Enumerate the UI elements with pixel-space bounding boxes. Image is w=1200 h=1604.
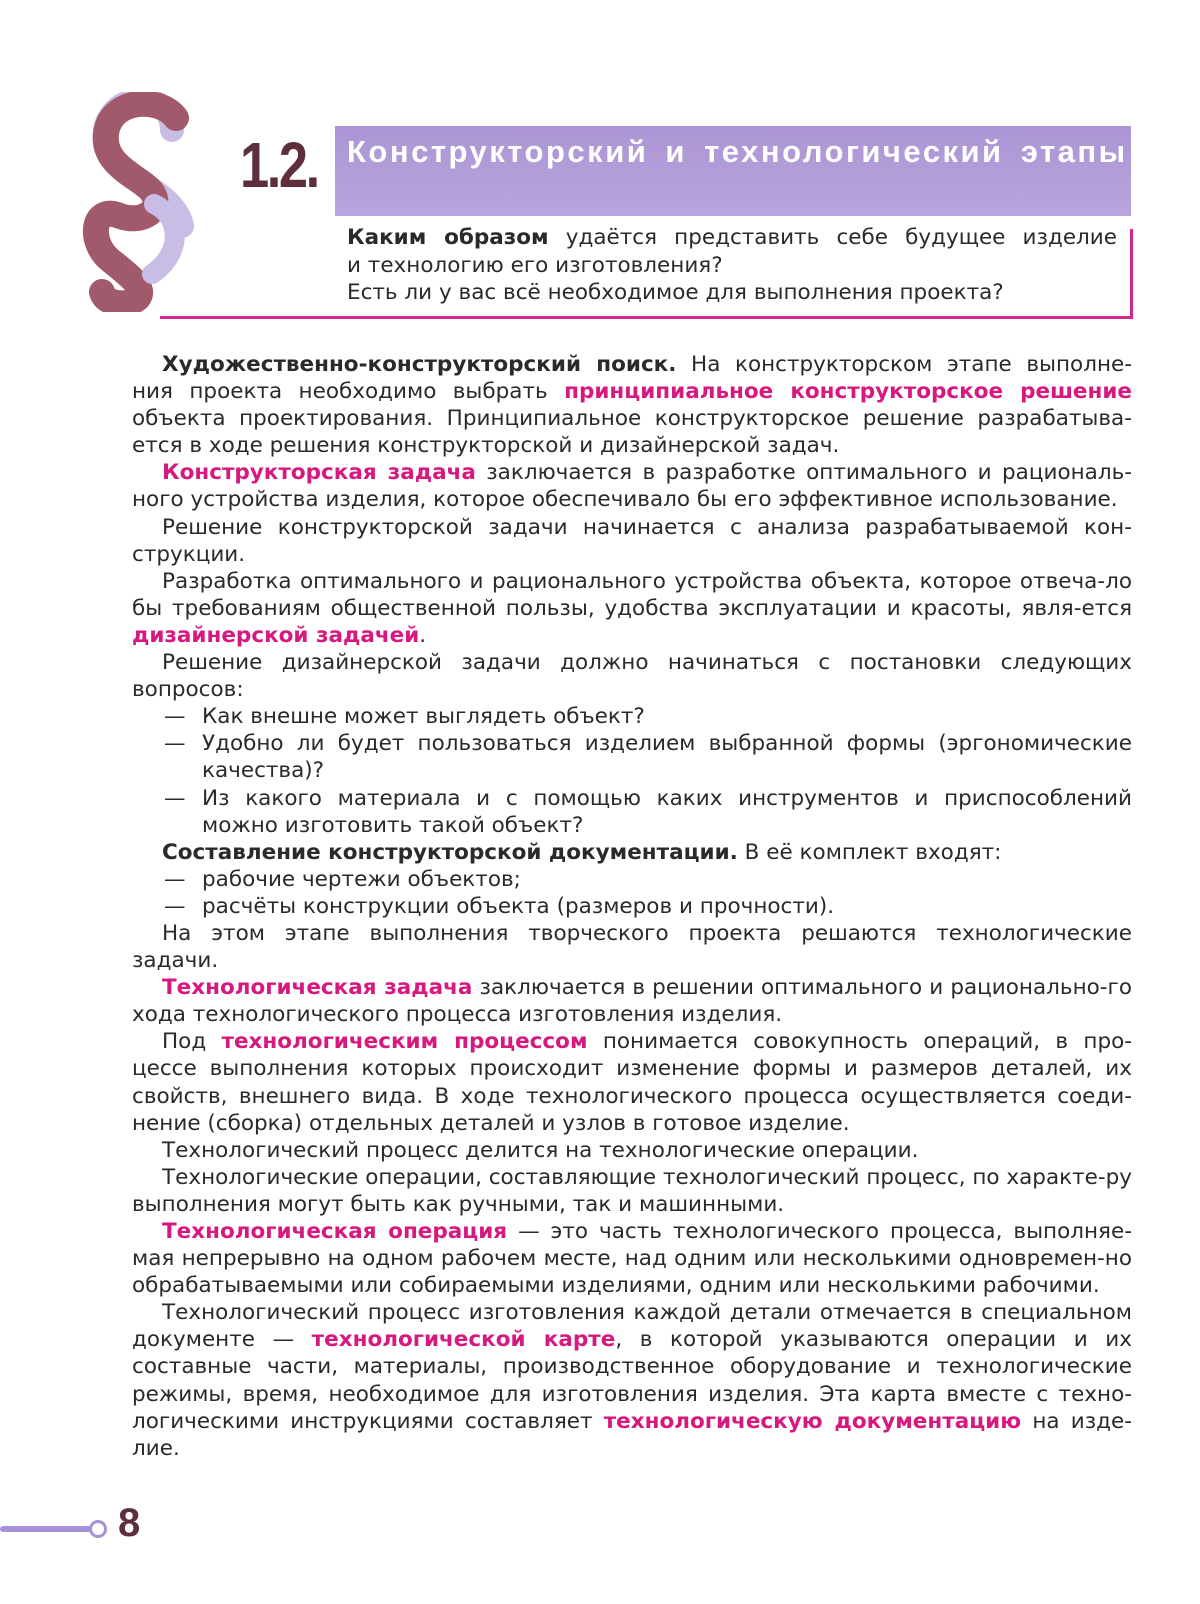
list-item	[132, 785, 1132, 839]
list-item	[132, 730, 1132, 784]
text-run: .	[419, 622, 427, 648]
questions-border-bottom	[160, 316, 1133, 319]
paragraph-6	[132, 839, 1132, 866]
text-run: объекта проектирования. Принципиальное конструкторское решение разрабатыва-ется в ходе решения конструкторской и дизайнерской задач.	[132, 406, 1132, 459]
list-item	[132, 866, 1132, 893]
paragraph-5: Решение дизайнерской задачи должно начинаться с постановки следующих вопросов:	[132, 650, 1132, 703]
keyword: Конструкторская задача	[162, 460, 476, 486]
text-run: заключается в решении оптимального и рационально-го хода технологического процесса изготовления изделия.	[132, 975, 1132, 1028]
footer-rule	[0, 1526, 92, 1532]
text-run: Разработка оптимального и рационального устройства объекта, которое отвеча-ло бы требованиям общественной пользы, удобства эксплуатации и красоты, явля-ется	[132, 568, 1132, 621]
paragraph-4	[132, 568, 1132, 649]
footer-dot-icon	[89, 1520, 107, 1538]
keyword: Технологическая задача	[162, 975, 473, 1001]
dash-marker: —	[164, 704, 186, 730]
section-number: 1.2.	[240, 129, 318, 201]
text-run: на изде-лие.	[132, 1408, 1132, 1461]
text-run: заключается в разработке оптимального и рациональ-ного устройства изделия, которое обеспечивало бы его эффективное использование.	[132, 460, 1132, 513]
term-bold: Составление конструкторской документации.	[162, 839, 738, 865]
page-number: 8	[118, 1501, 141, 1545]
paragraph-12	[132, 1218, 1132, 1299]
list-item-text: расчёты конструкции объекта (размеров и прочности).	[202, 893, 835, 919]
paragraph-10: Технологический процесс делится на технологические операции.	[162, 1137, 919, 1163]
question-line-1	[347, 224, 1117, 252]
term-bold: Художественно-конструкторский поиск.	[162, 352, 677, 377]
text-run: понимается совокупность операций, в про-цессе выполнения которых происходит изменение формы и размеров деталей, их свойств, внешнего вида. В ходе технологического процесса осуществляется соеди-нение (сборка) отдельных деталей и узлов в готовое изделие.	[132, 1029, 1132, 1136]
keyword: принципиальное конструкторское решение	[564, 379, 1132, 405]
list-item	[132, 893, 1132, 920]
dash-marker: —	[164, 893, 186, 919]
list-item-text: Как внешне может выглядеть объект?	[202, 704, 645, 730]
text-run: Под	[162, 1029, 222, 1055]
paragraph-9	[132, 1028, 1132, 1136]
dash-marker: —	[164, 866, 186, 892]
body-text	[132, 351, 1132, 1462]
guiding-questions	[347, 224, 1117, 307]
question-line-1-rest: удаётся представить себе будущее изделие	[548, 225, 1117, 250]
question-line-3: Есть ли у вас всё необходимое для выполнения проекта?	[347, 280, 1004, 305]
paragraph-1	[132, 351, 1132, 459]
dash-marker: —	[164, 785, 186, 811]
question-bold-lead: Каким образом	[347, 225, 549, 250]
keyword: технологическим процессом	[221, 1029, 588, 1055]
list-item-text: рабочие чертежи объектов;	[202, 866, 521, 892]
text-run: , в которой указываются операции и их составные части, материалы, производственное оборудование и технологические режимы, время, необходимое для изготовления изделия. Эта карта вместе с техно-логическими инструкциями составляет	[132, 1327, 1132, 1434]
text-run: В её комплект входят:	[737, 839, 1002, 865]
section-title: Конструкторский и технологический этапы	[347, 134, 1128, 169]
paragraph-3: Решение конструкторской задачи начинается с анализа разрабатываемой кон-струкции.	[132, 514, 1132, 567]
keyword: технологическую документацию	[603, 1408, 1022, 1434]
keyword: технологической карте	[311, 1327, 616, 1353]
text-run: На конструкторском этапе выполне-ния проекта необходимо выбрать	[132, 352, 1132, 405]
paragraph-11: Технологические операции, составляющие технологический процесс, по характе-ру выполнения могут быть как ручными, так и машинными.	[132, 1164, 1132, 1217]
keyword: дизайнерской задачей	[132, 622, 420, 648]
paragraph-13	[132, 1299, 1132, 1462]
list-item-text: Из какого материала и с помощью каких инструментов и приспособлений можно изготовить такой объект?	[202, 785, 1132, 838]
keyword: Технологическая операция	[162, 1219, 508, 1244]
paragraph-2	[132, 459, 1132, 513]
list-item	[132, 703, 1132, 730]
question-line-2: и технологию его изготовления?	[347, 252, 723, 278]
text-run: — это часть технологического процесса, выполняе-мая непрерывно на одном рабочем месте, над одним или несколькими одновремен-но обрабатываемыми или собираемыми изделиями, одним или несколькими рабочими.	[132, 1219, 1132, 1299]
list-item-text: Удобно ли будет пользоваться изделием выбранной формы (эргономические качества)?	[202, 731, 1132, 784]
paragraph-7: На этом этапе выполнения творческого проекта решаются технологические задачи.	[132, 920, 1132, 974]
text-run: Технологический процесс изготовления каждой детали отмечается в специальном документе —	[132, 1300, 1132, 1353]
dash-marker: —	[164, 731, 186, 757]
questions-border-right	[1130, 229, 1133, 319]
paragraph-8	[132, 974, 1132, 1028]
title-banner	[335, 126, 1131, 216]
section-sign-icon	[80, 92, 210, 312]
